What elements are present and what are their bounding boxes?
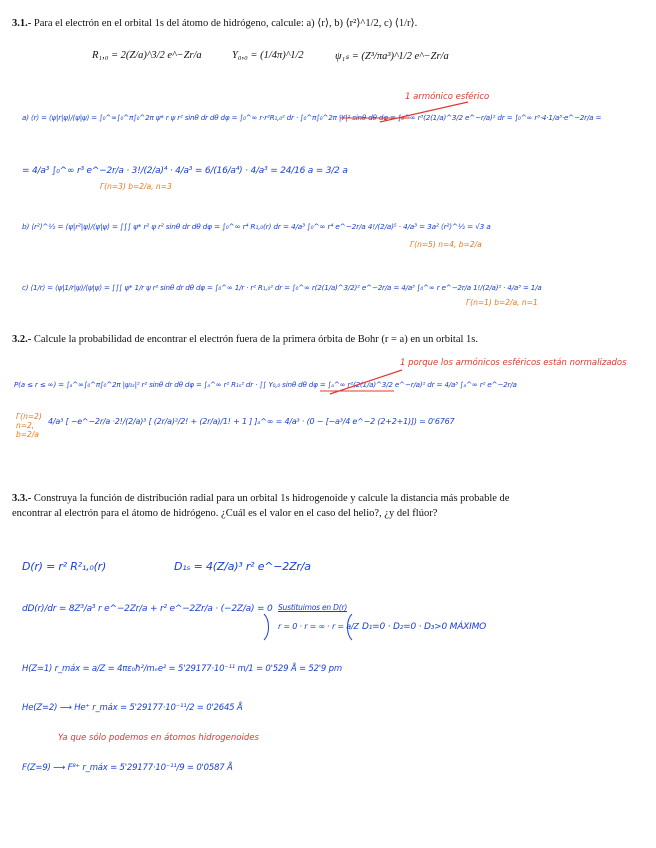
problem-text: Construya la función de distribución radial para un orbital 1s hidrogenoide y calcule la distancia más probable de encontrar al electrón para el átomo de hidrógeno. ¿Cuál es el valor en el caso del helio?, ¿y del flúor? xyxy=(12,493,510,519)
problem-number: 3.1.- xyxy=(12,18,32,29)
handwritten-p1-a-line1: a) ⟨r⟩ = ⟨ψ|r|ψ⟩/⟨ψ|ψ⟩ = ∫₀^∞∫₀^π∫₀^2π ψ* r ψ r² sinθ dr dθ dφ = ∫₀^∞ r·r²R₁,₀² dr · ∫₀^π∫₀^2π |Y|² sinθ dθ dφ = ∫₀^∞ r³(2(1/a)^3/2 e^−r/a)² dr = ∫₀^∞ r³·4·1/a³·e^−2r/a = xyxy=(22,113,602,122)
orange-note-p1a: Γ(n=3) b=2/a, n=3 xyxy=(100,182,172,191)
handwritten-p3-d: D(r) = r² R²₁,₀(r) xyxy=(22,560,107,573)
handwritten-p3-roots: r = 0 · r = ∞ · r = a/Z xyxy=(278,622,359,631)
problem-3-3 xyxy=(12,491,517,521)
orange-note-p2: Γ(n=2) n=2, b=2/a xyxy=(16,412,42,439)
problem-3-2 xyxy=(12,332,517,347)
orange-note-p1b: Γ(n=5) n=4, b=2/a xyxy=(410,240,482,249)
handwritten-p3-d1s: D₁ₛ = 4(Z/a)³ r² e^−2Zr/a xyxy=(174,560,311,573)
problem-3-1 xyxy=(12,16,517,31)
handwritten-p1-b: b) ⟨r²⟩^½ = ⟨ψ|r²|ψ⟩/⟨ψ|ψ⟩ = ∫∫∫ ψ* r² ψ r² sinθ dr dθ dφ = ∫₀^∞ r⁴ R₁,₀(r) dr = 4/a³ ∫₀^∞ r⁴ e^−2r/a 4!/(2/a)⁵ · 4/a³ = 3a² ⟨r²⟩^½ = √3 a xyxy=(22,222,491,231)
handwritten-p3-results: D₁=0 · D₂=0 · D₃>0 MÁXIMO xyxy=(362,622,487,632)
red-note-spherical-harmonic: 1 armónico esférico xyxy=(405,92,490,102)
handwritten-p2-line1: P(a ≤ r ≤ ∞) = ∫ₐ^∞∫₀^π∫₀^2π |ψ₁ₛ|² r² sinθ dr dθ dφ = ∫ₐ^∞ r² R₁ₛ² dr · ∫∫ Y₀,₀ sinθ dθ dφ = ∫ₐ^∞ r²(2(1/a)^3/2 e^−r/a)² dr = 4/a³ ∫ₐ^∞ r² e^−2r/a xyxy=(14,380,517,389)
red-note-normalized: 1 porque los armónicos esféricos están normalizados xyxy=(400,358,627,368)
handwritten-p3-hydrogen: H(Z=1) r_máx = a/Z = 4πε₀ħ²/mₑe² = 5'29177·10⁻¹¹ m/1 = 0'529 Å = 52'9 pm xyxy=(22,664,342,674)
formula-psi1s: ψ₁ₛ = (Z³/πa³)^1/2 e^−Zr/a xyxy=(335,51,449,62)
handwritten-p2-line2: 4/a³ [ −e^−2r/a ·2!/(2/a)³ [ (2r/a)²/2! + (2r/a)/1! + 1 ] ]ₐ^∞ = 4/a³ · (0 − [−a³/4 e^−2 (2+2+1)]) = 0'6767 xyxy=(48,417,455,426)
handwritten-p1-a-line2: = 4/a³ ∫₀^∞ r³ e^−2r/a · 3!/(2/a)⁴ · 4/a³ = 6/(16/a⁴) · 4/a³ = 24/16 a = 3/2 a xyxy=(22,166,348,176)
handwritten-p1-c: c) ⟨1/r⟩ = ⟨ψ|1/r|ψ⟩/⟨ψ|ψ⟩ = ∫∫∫ ψ* 1/r ψ r² sinθ dr dθ dφ = ∫₀^∞ 1/r · r² R₁,₀² dr = ∫₀^∞ r(2(1/a)^3/2)² e^−2r/a = 4/a³ ∫₀^∞ r e^−2r/a 1!/(2/a)² · 4/a³ = 1/a xyxy=(22,283,542,292)
red-note-hydrogenoid: Ya que sólo podemos en átomos hidrogenoides xyxy=(58,733,259,743)
problem-text: Calcule la probabilidad de encontrar el electrón fuera de la primera órbita de Bohr (r = a) en un orbital 1s. xyxy=(33,334,478,345)
handwritten-p3-fluorine: F(Z=9) ⟶ F⁸⁺ r_máx = 5'29177·10⁻¹¹/9 = 0'0587 Å xyxy=(22,763,233,773)
formula-y00: Y₀,₀ = (1/4π)^1/2 xyxy=(232,50,304,61)
handwritten-p3-derivative: dD(r)/dr = 8Z³/a³ r e^−2Zr/a + r² e^−2Zr/a · (−2Z/a) = 0 xyxy=(22,604,273,614)
problem-number: 3.3.- xyxy=(12,493,32,504)
orange-note-p1c: Γ(n=1) b=2/a, n=1 xyxy=(466,298,538,307)
problem-text: Para el electrón en el orbital 1s del átomo de hidrógeno, calcule: a) ⟨r⟩, b) ⟨r²⟩^1/2, c) ⟨1/r⟩. xyxy=(33,18,418,29)
problem-number: 3.2.- xyxy=(12,334,32,345)
formula-r10: R₁,₀ = 2(Z/a)^3/2 e^−Zr/a xyxy=(92,50,202,61)
brace-left xyxy=(264,614,269,640)
handwritten-p3-sustituimos: Sustituimos en D(r) xyxy=(278,603,348,612)
handwritten-p3-helium: He(Z=2) ⟶ He⁺ r_máx = 5'29177·10⁻¹¹/2 = 0'2645 Å xyxy=(22,703,243,713)
